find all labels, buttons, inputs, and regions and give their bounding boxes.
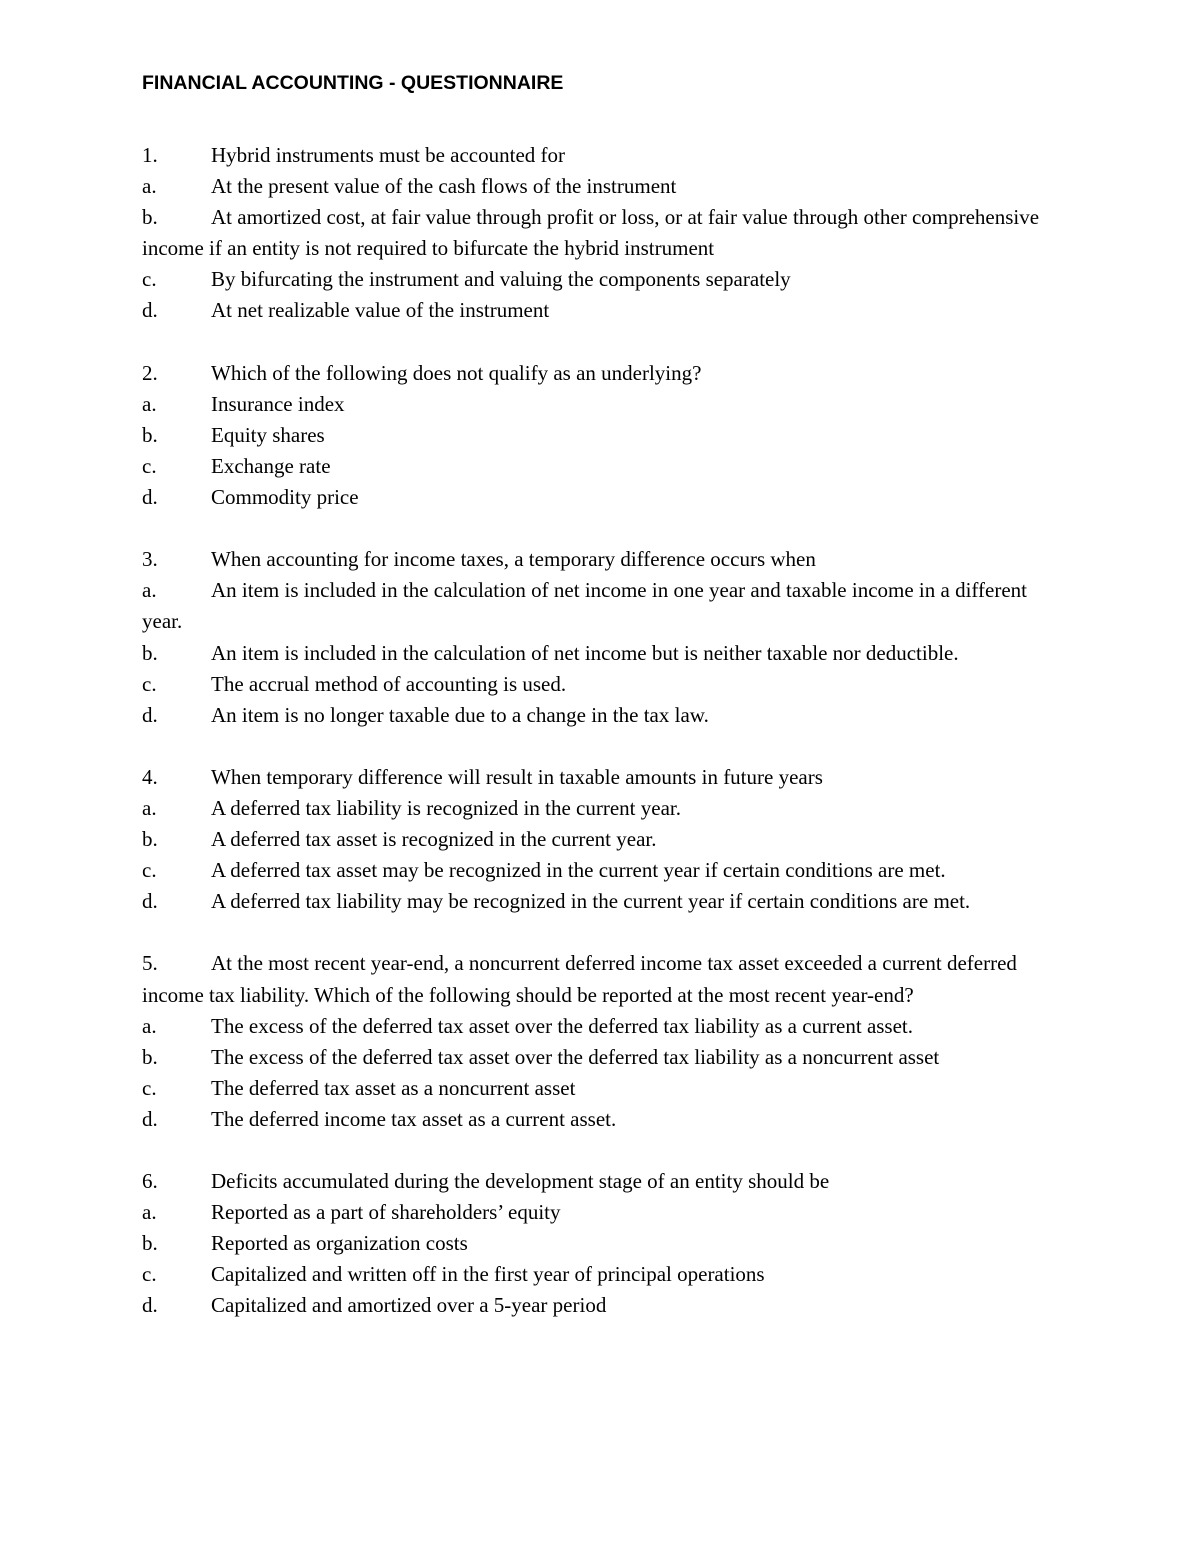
option-text: An item is no longer taxable due to a change in the tax law. [211,702,709,727]
question-1 [142,140,1062,327]
question-5 [142,948,1062,1135]
question-number: 2. [142,360,158,385]
option-text: Capitalized and written off in the first year of principal operations [211,1262,765,1287]
option-letter: a. [142,578,157,603]
question-stem [142,1166,1062,1197]
option-letter: c. [142,858,157,883]
option-letter: a. [142,795,157,820]
answer-option [142,1228,1062,1259]
option-letter: c. [142,671,157,696]
option-letter: a. [142,1200,157,1225]
option-text: Equity shares [211,422,325,447]
option-letter: b. [142,640,158,665]
option-text: Capitalized and amortized over a 5-year period [211,1293,607,1318]
option-letter: c. [142,1075,157,1100]
answer-option [142,482,1062,513]
answer-option [142,420,1062,451]
document-title: FINANCIAL ACCOUNTING - QUESTIONNAIRE [142,72,564,94]
option-letter: d. [142,1293,158,1318]
option-letter: d. [142,702,158,727]
question-stem [142,948,1062,1010]
question-3 [142,544,1062,731]
option-text: A deferred tax asset is recognized in the current year. [211,827,657,852]
option-letter: a. [142,174,157,199]
option-letter: c. [142,1262,157,1287]
question-number: 5. [142,951,158,976]
option-text: The deferred tax asset as a noncurrent asset [211,1075,576,1100]
option-text: Commodity price [211,485,359,510]
option-letter: b. [142,422,158,447]
option-letter: d. [142,889,158,914]
answer-option [142,886,1062,917]
option-letter: a. [142,391,157,416]
option-text: The deferred income tax asset as a current asset. [211,1106,617,1131]
question-number: 4. [142,764,158,789]
option-text: By bifurcating the instrument and valuing the components separately [211,267,791,292]
option-letter: d. [142,1106,158,1131]
option-letter: b. [142,1044,158,1069]
option-letter: a. [142,1013,157,1038]
answer-option [142,1290,1062,1321]
answer-option [142,824,1062,855]
question-6 [142,1166,1062,1321]
option-text: An item is included in the calculation of net income but is neither taxable nor deductible. [211,640,959,665]
question-text: Deficits accumulated during the development stage of an entity should be [211,1169,830,1194]
answer-option [142,264,1062,295]
option-text: Exchange rate [211,453,331,478]
question-number: 1. [142,143,158,167]
option-text: Reported as organization costs [211,1231,468,1256]
answer-option [142,700,1062,731]
question-4 [142,762,1062,917]
questions-list [142,140,1062,1353]
option-text: Insurance index [211,391,345,416]
answer-option [142,1011,1062,1042]
option-text: At amortized cost, at fair value through profit or loss, or at fair value through other comprehensive income if an entity is not required to bifurcate the hybrid instrument [142,205,1040,261]
option-letter: b. [142,1231,158,1256]
question-stem [142,140,1062,171]
answer-option [142,793,1062,824]
option-text: The excess of the deferred tax asset over the deferred tax liability as a current asset. [211,1013,914,1038]
answer-option [142,1042,1062,1073]
question-stem [142,358,1062,389]
answer-option [142,575,1062,637]
question-2 [142,358,1062,513]
question-text: Which of the following does not qualify as an underlying? [211,360,702,385]
option-text: The excess of the deferred tax asset over the deferred tax liability as a noncurrent asset [211,1044,940,1069]
answer-option [142,451,1062,482]
question-number: 3. [142,547,158,572]
option-text: An item is included in the calculation of net income in one year and taxable income in a different year. [142,578,1027,634]
question-text: When accounting for income taxes, a temporary difference occurs when [211,547,816,572]
question-stem [142,762,1062,793]
question-number: 6. [142,1169,158,1194]
answer-option [142,855,1062,886]
option-text: A deferred tax liability is recognized in the current year. [211,795,681,820]
answer-option [142,202,1062,264]
option-letter: b. [142,827,158,852]
question-text: At the most recent year-end, a noncurrent deferred income tax asset exceeded a current deferred income tax liability. Which of the following should be reported at the most recent year-end? [142,951,1017,1007]
option-letter: c. [142,267,157,292]
answer-option [142,1073,1062,1104]
option-letter: b. [142,205,158,230]
option-text: A deferred tax liability may be recognized in the current year if certain conditions are met. [211,889,971,914]
answer-option [142,389,1062,420]
option-text: At the present value of the cash flows of the instrument [211,174,677,199]
option-text: At net realizable value of the instrument [211,298,550,323]
answer-option [142,638,1062,669]
answer-option [142,1197,1062,1228]
question-stem [142,544,1062,575]
question-text: When temporary difference will result in taxable amounts in future years [211,764,823,789]
answer-option [142,1104,1062,1135]
option-text: A deferred tax asset may be recognized in the current year if certain conditions are met. [211,858,946,883]
answer-option [142,669,1062,700]
question-text: Hybrid instruments must be accounted for [211,143,566,167]
option-text: Reported as a part of shareholders’ equity [211,1200,561,1225]
option-letter: c. [142,453,157,478]
option-letter: d. [142,485,158,510]
option-text: The accrual method of accounting is used. [211,671,567,696]
answer-option [142,171,1062,202]
answer-option [142,295,1062,326]
answer-option [142,1259,1062,1290]
option-letter: d. [142,298,158,323]
